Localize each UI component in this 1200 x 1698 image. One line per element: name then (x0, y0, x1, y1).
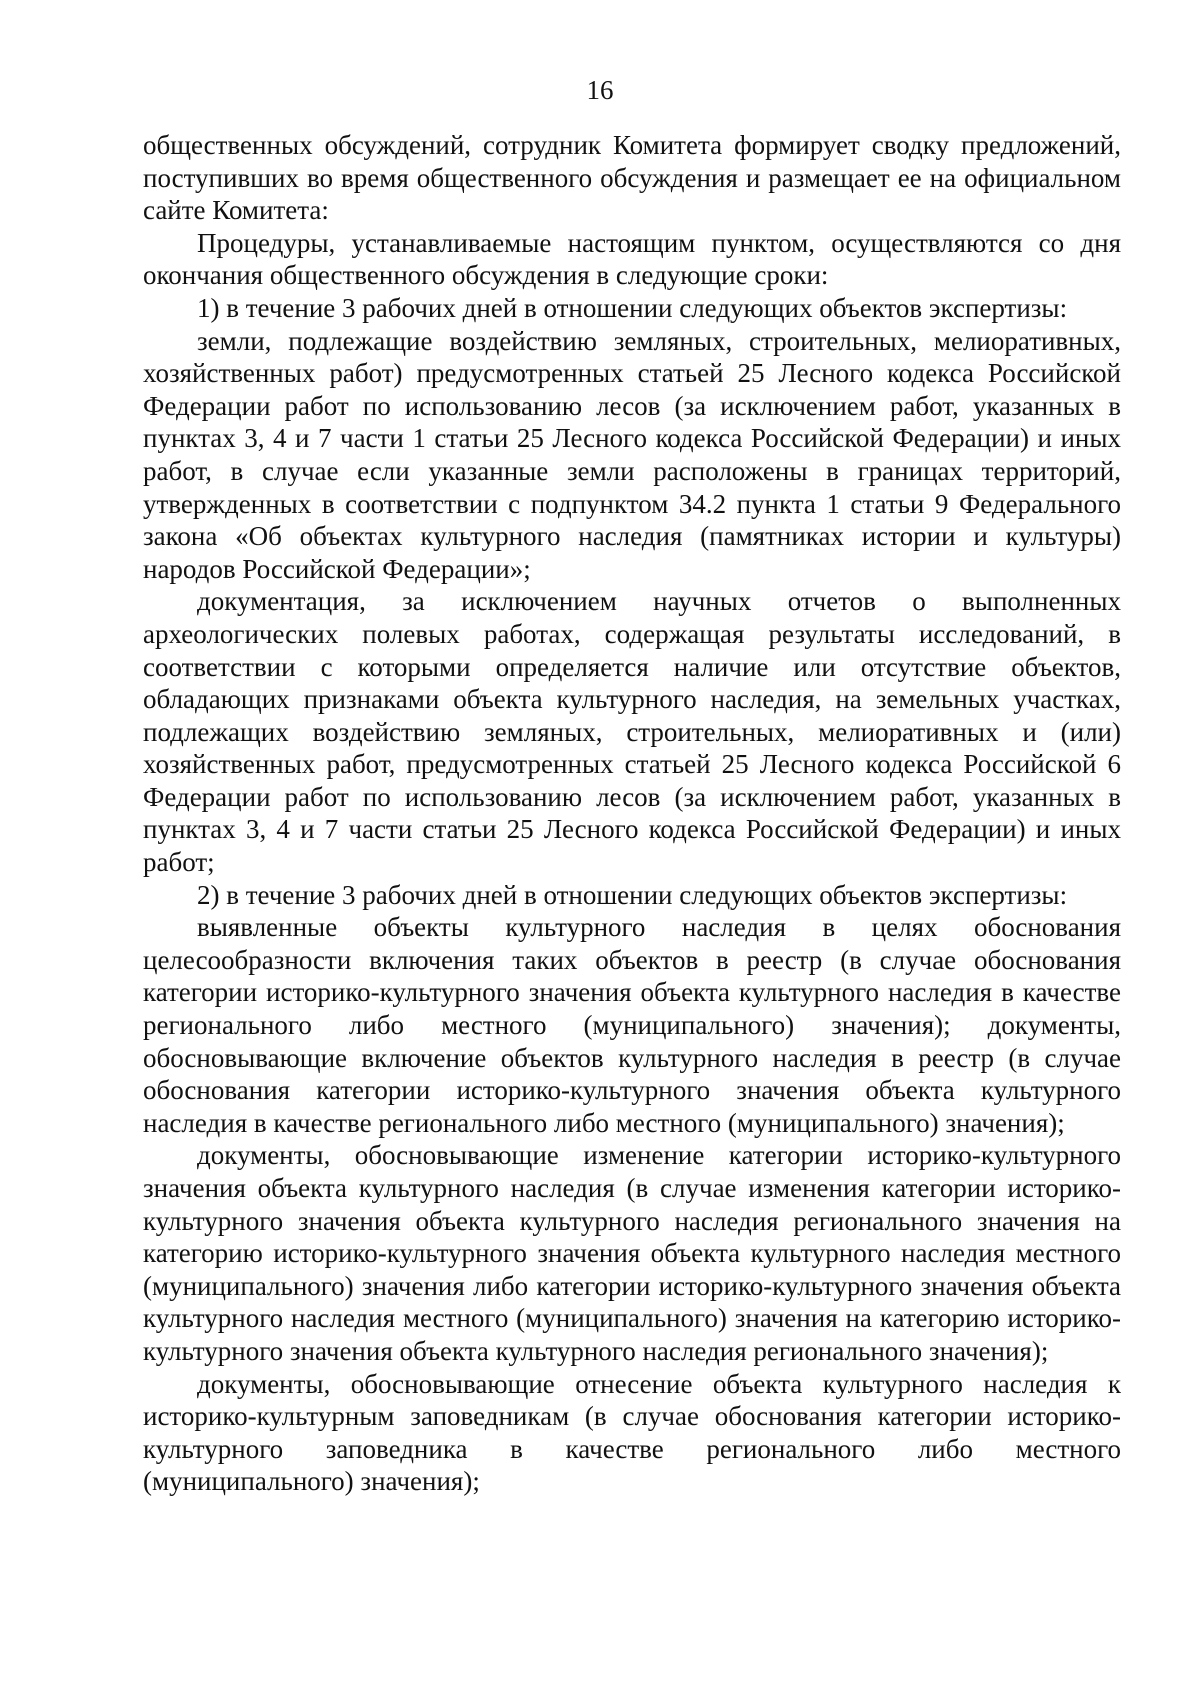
document-body (143, 129, 1121, 1498)
paragraph: документы, обосновывающие изменение категории историко-культурного значения объекта культурного наследия (в случае изменения категории историко-культурного значения объекта культурного наследия регионального значения на категорию историко-культурного значения объекта культурного наследия местного (муниципального) значения либо категории историко-культурного значения объекта культурного наследия местного (муниципального) значения на категорию историко-культурного значения объекта культурного наследия регионального значения); (143, 1140, 1121, 1366)
paragraph: 2) в течение 3 рабочих дней в отношении следующих объектов экспертизы: (197, 879, 1068, 910)
page-number: 16 (586, 75, 614, 105)
paragraph: документация, за исключением научных отчетов о выполненных археологических полевых работах, содержащая результаты исследований, в соответствии с которыми определяется наличие или отсутствие объектов, обладающих признаками объекта культурного наследия, на земельных участках, подлежащих воздействию земляных, строительных, мелиоративных и (или) хозяйственных работ, предусмотренных статьей 25 Лесного кодекса Российской 6 Федерации работ по использованию лесов (за исключением работ, указанных в пунктах 3, 4 и 7 части статьи 25 Лесного кодекса Российской Федерации) и иных работ; (143, 586, 1121, 878)
paragraph: выявленные объекты культурного наследия в целях обоснования целесообразности включения таких объектов в реестр (в случае обоснования категории историко-культурного значения объекта культурного наследия в качестве регионального либо местного (муниципального) значения); документы, обосновывающие включение объектов культурного наследия в реестр (в случае обоснования категории историко-культурного значения объекта культурного наследия в качестве регионального либо местного (муниципального) значения); (143, 912, 1121, 1138)
paragraph: общественных обсуждений, сотрудник Комитета формирует сводку предложений, поступивших во время общественного обсуждения и размещает ее на официальном сайте Комитета: (143, 130, 1121, 226)
paragraph: документы, обосновывающие отнесение объекта культурного наследия к историко-культурным заповедникам (в случае обоснования категории историко-культурного заповедника в качестве регионального либо местного (муниципального) значения); (143, 1368, 1121, 1497)
paragraph: Процедуры, устанавливаемые настоящим пунктом, осуществляются со дня окончания общественного обсуждения в следующие сроки: (143, 227, 1121, 291)
paragraph: земли, подлежащие воздействию земляных, строительных, мелиоративных, хозяйственных работ) предусмотренных статьей 25 Лесного кодекса Российской Федерации работ по использованию лесов (за исключением работ, указанных в пунктах 3, 4 и 7 части 1 статьи 25 Лесного кодекса Российской Федерации) и иных работ, в случае если указанные земли расположены в границах территорий, утвержденных в соответствии с подпунктом 34.2 пункта 1 статьи 9 Федерального закона «Об объектах культурного наследия (памятниках истории и культуры) народов Российской Федерации»; (143, 325, 1121, 584)
paragraph: 1) в течение 3 рабочих дней в отношении следующих объектов экспертизы: (197, 292, 1068, 323)
